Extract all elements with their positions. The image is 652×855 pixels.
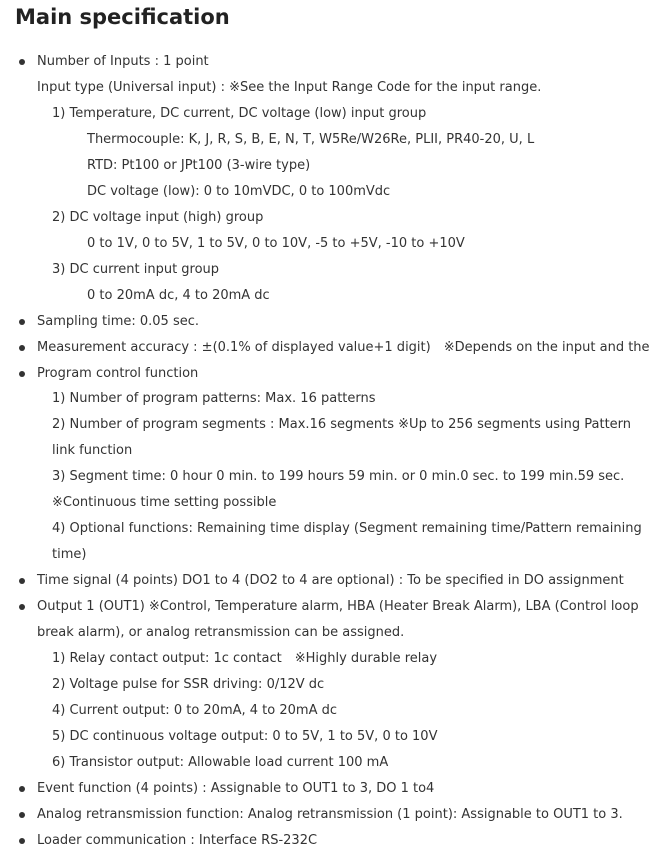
spec-subitem: 5) DC continuous voltage output: 0 to 5V, 1 to 5V, 0 to 10V xyxy=(52,728,438,744)
spec-item: Time signal (4 points) DO1 to 4 (DO2 to 4 are optional) : To be specified in DO assignment xyxy=(37,573,624,589)
spec-item: Program control function xyxy=(37,365,199,381)
spec-subitem: 6) Transistor output: Allowable load current 100 mA xyxy=(52,754,389,770)
spec-subitem: DC voltage (low): 0 to 10mVDC, 0 to 100mVdc xyxy=(87,183,391,199)
spec-subitem: 0 to 20mA dc, 4 to 20mA dc xyxy=(87,287,270,303)
spec-subitem: 4) Current output: 0 to 20mA, 4 to 20mA dc xyxy=(52,703,337,718)
spec-subitem: 4) Optional functions: Remaining time display (Segment remaining time/Pattern remaining xyxy=(52,521,642,537)
spec-subitem: 2) Number of program segments : Max.16 segments ※Up to 256 segments using Pattern xyxy=(52,417,632,433)
spec-subitem: 1) Number of program patterns: Max. 16 patterns xyxy=(52,391,376,407)
spec-subitem: link function xyxy=(52,443,133,459)
spec-subitem: 3) DC current input group xyxy=(52,261,220,277)
spec-item: Event function (4 points) : Assignable to OUT1 to 3, DO 1 to4 xyxy=(37,780,435,796)
spec-subitem: 3) Segment time: 0 hour 0 min. to 199 hours 59 min. or 0 min.0 sec. to 199 min.59 sec. xyxy=(52,469,625,485)
spec-subitem: 1) Relay contact output: 1c contact ※Highly durable relay xyxy=(52,651,438,667)
spec-item: Measurement accuracy : ±(0.1% of displayed value+1 digit) ※Depends on the input and the xyxy=(37,339,650,355)
bullet-marker xyxy=(19,812,25,818)
spec-item: Sampling time: 0.05 sec. xyxy=(37,313,199,329)
spec-subitem: 1) Temperature, DC current, DC voltage (low) input group xyxy=(52,105,427,121)
bullet-marker xyxy=(19,786,25,792)
spec-subitem: RTD: Pt100 or JPt100 (3-wire type) xyxy=(87,157,311,173)
spec-item: Analog retransmission function: Analog retransmission (1 point): Assignable to OUT1 to 3. xyxy=(37,806,623,822)
spec-subitem: 2) DC voltage input (high) group xyxy=(52,209,264,225)
bullet-marker xyxy=(19,319,25,325)
bullet-marker xyxy=(19,345,25,351)
spec-item-continuation: break alarm), or analog retransmission can be assigned. xyxy=(37,625,405,641)
bullet-marker xyxy=(19,578,25,584)
spec-item-continuation: Input type (Universal input) : ※See the Input Range Code for the input range. xyxy=(37,79,542,95)
bullet-marker xyxy=(19,604,25,610)
spec-subitem: time) xyxy=(52,547,87,563)
spec-subitem: 2) Voltage pulse for SSR driving: 0/12V dc xyxy=(52,677,325,693)
spec-subitem: Thermocouple: K, J, R, S, B, E, N, T, W5Re/W26Re, PLII, PR40-20, U, L xyxy=(87,131,535,147)
bullet-marker xyxy=(19,59,25,65)
bullet-marker xyxy=(19,371,25,377)
bullet-marker xyxy=(19,838,25,844)
spec-item: Output 1 (OUT1) ※Control, Temperature alarm, HBA (Heater Break Alarm), LBA (Control loop xyxy=(37,599,639,615)
spec-subitem: 0 to 1V, 0 to 5V, 1 to 5V, 0 to 10V, -5 to +5V, -10 to +10V xyxy=(87,235,465,251)
spec-item: Loader communication : Interface RS-232C xyxy=(37,832,318,848)
spec-item: Number of Inputs : 1 point xyxy=(37,54,209,69)
page-title: Main specification xyxy=(15,5,230,29)
spec-subitem: ※Continuous time setting possible xyxy=(52,495,277,511)
